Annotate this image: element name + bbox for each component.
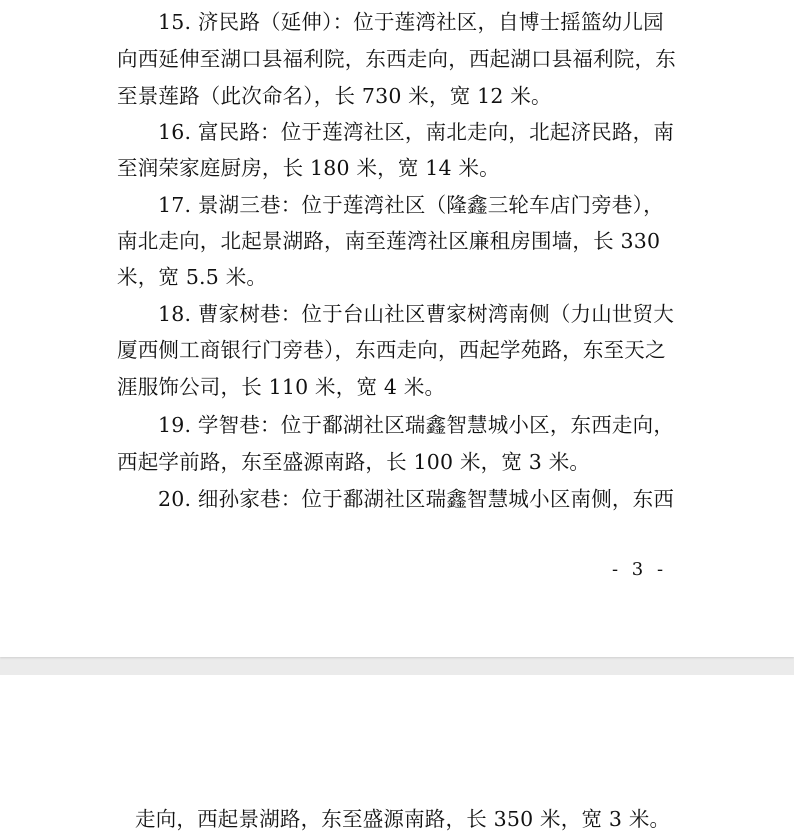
text-line: 至润荣家庭厨房，长 180 米，宽 14 米。 [117, 156, 500, 180]
text-line: 米，宽 5.5 米。 [117, 265, 268, 289]
text-line: 厦西侧工商银行门旁巷），东西走向，西起学苑路，东至天之 [117, 338, 666, 362]
text-line-item-15: 15. 济民路（延伸）：位于莲湾社区，自博士摇篮幼儿园 [158, 10, 664, 34]
text-line: 走向，西起景湖路，东至盛源南路，长 350 米，宽 3 米。 [135, 807, 671, 831]
text-line-item-16: 16. 富民路：位于莲湾社区，南北走向，北起济民路，南 [158, 120, 675, 144]
text-line-item-18: 18. 曹家树巷：位于台山社区曹家树湾南侧（力山世贸大 [158, 302, 675, 326]
text-line: 至景莲路（此次命名），长 730 米，宽 12 米。 [117, 84, 552, 108]
text-line: 涯服饰公司，长 110 米，宽 4 米。 [117, 375, 446, 399]
text-line-item-19: 19. 学智巷：位于鄱湖社区瑞鑫智慧城小区，东西走向， [158, 413, 675, 437]
page-number: - 3 - [612, 559, 668, 580]
document-page-4 [0, 675, 794, 838]
text-line: 向西延伸至湖口县福利院，东西走向，西起湖口县福利院，东 [117, 47, 676, 71]
text-line: 西起学前路，东至盛源南路，长 100 米，宽 3 米。 [117, 450, 591, 474]
text-line-item-20: 20. 细孙家巷：位于鄱湖社区瑞鑫智慧城小区南侧，东西 [158, 487, 675, 511]
text-line-item-17: 17. 景湖三巷：位于莲湾社区（隆鑫三轮车店门旁巷）， [158, 193, 664, 217]
text-line: 南北走向，北起景湖路，南至莲湾社区廉租房围墙，长 330 [117, 229, 661, 253]
